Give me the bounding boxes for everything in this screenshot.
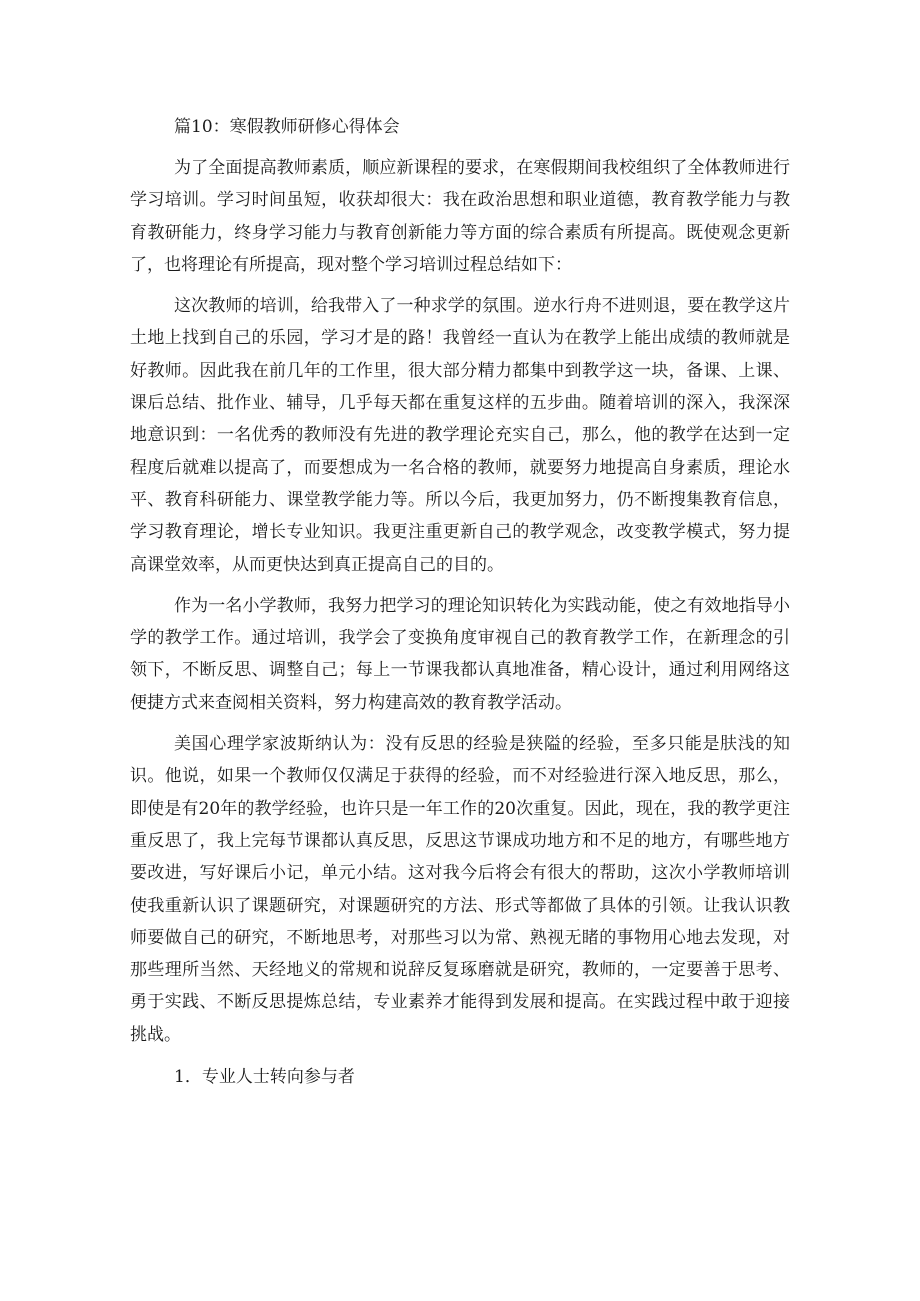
paragraph-intro: 为了全面提高教师素质，顺应新课程的要求，在寒假期间我校组织了全体教师进行学习培训。学习时间虽短，收获却很大：我在政治思想和职业道德，教育教学能力与教育教研能力，终身学习能力与教育创新能力等方面的综合素质有所提高。既使观念更新了，也将理论有所提高，现对整个学习培训过程总结如下：	[130, 158, 790, 275]
list-item-1: 1．专业人士转向参与者	[174, 1067, 355, 1088]
document-body	[130, 112, 790, 1092]
document-title: 篇10：寒假教师研修心得体会	[174, 117, 400, 137]
paragraph-practice: 作为一名小学教师，我努力把学习的理论知识转化为实践动能，使之有效地指导小学的教学工作。通过培训，我学会了变换角度审视自己的教育教学工作，在新理念的引领下，不断反思、调整自己；每上一节课我都认真地准备，精心设计，通过利用网络这便捷方式来查阅相关资料，努力构建高效的教育教学活动。	[130, 595, 790, 713]
paragraph-training-atmosphere: 这次教师的培训，给我带入了一种求学的氛围。逆水行舟不进则退，要在教学这片土地上找到自己的乐园，学习才是的路！我曾经一直认为在教学上能出成绩的教师就是好教师。因此我在前几年的工作里，很大部分精力都集中到教学这一块，备课、上课、课后总结、批作业、辅导，几乎每天都在重复这样的五步曲。随着培训的深入，我深深地意识到：一名优秀的教师没有先进的教学理论充实自己，那么，他的教学在达到一定程度后就难以提高了，而要想成为一名合格的教师，就要努力地提高自身素质，理论水平、教育科研能力、课堂教学能力等。所以今后，我更加努力，仍不断搜集教育信息，学习教育理论，增长专业知识。我更注重更新自己的教学观念，改变教学模式，努力提高课堂效率，从而更快达到真正提高自己的目的。	[130, 296, 790, 575]
paragraph-reflection: 美国心理学家波斯纳认为：没有反思的经验是狭隘的经验，至多只能是肤浅的知识。他说，如果一个教师仅仅满足于获得的经验，而不对经验进行深入地反思，那么，即使是有20年的教学经验，也许只是一年工作的20次重复。因此，现在，我的教学更注重反思了，我上完每节课都认真反思，反思这节课成功地方和不足的地方，有哪些地方要改进，写好课后小记，单元小结。这对我今后将会有很大的帮助，这次小学教师培训使我重新认识了课题研究，对课题研究的方法、形式等都做了具体的引领。让我认识教师要做自己的研究，不断地思考，对那些习以为常、熟视无睹的事物用心地去发现，对那些理所当然、天经地义的常规和说辞反复琢磨就是研究，教师的，一定要善于思考、勇于实践、不断反思提炼总结，专业素养才能得到发展和提高。在实践过程中敢于迎接挑战。	[130, 734, 790, 1045]
